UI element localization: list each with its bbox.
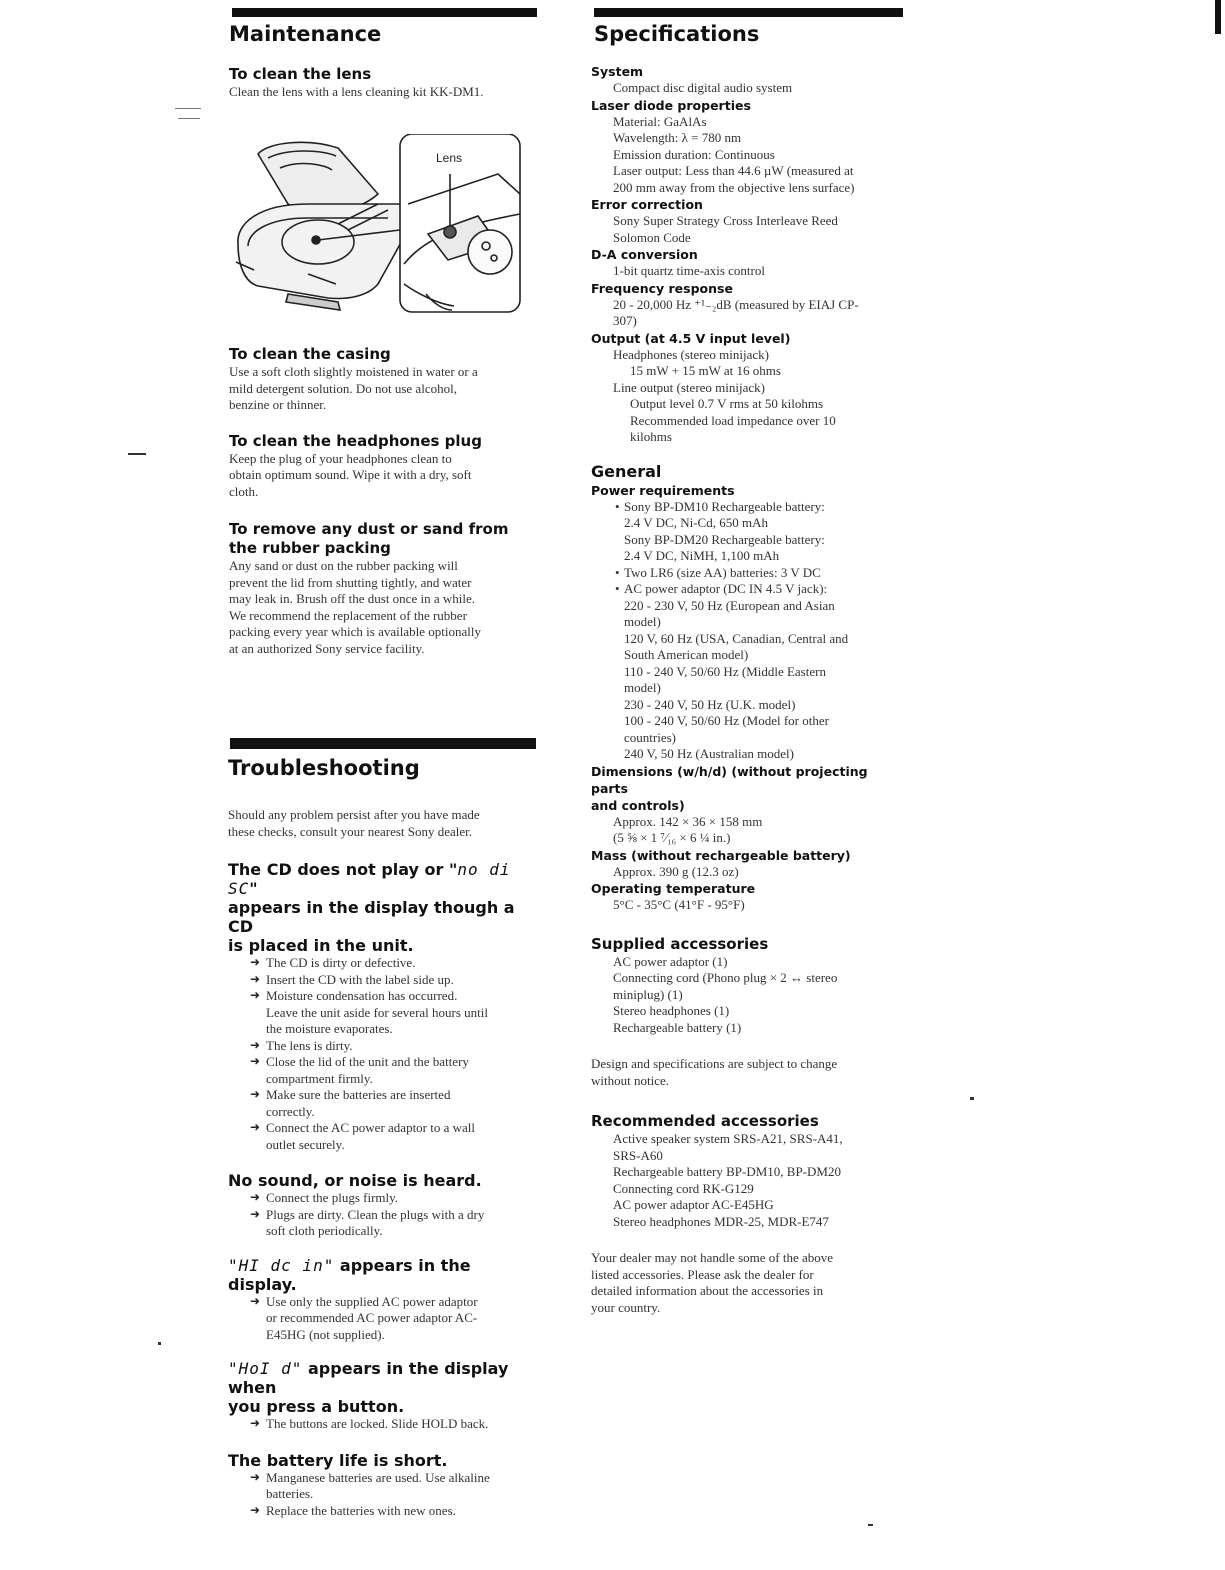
- spec-label: System: [591, 64, 644, 79]
- spec-value: 240 V, 50 Hz (Australian model): [624, 746, 794, 761]
- recommended-item: SRS-A60: [613, 1147, 663, 1163]
- casing-heading: To clean the casing: [229, 345, 391, 363]
- recommended-item: AC power adaptor AC-E45HG: [613, 1197, 774, 1212]
- q1-item: [228, 1087, 536, 1120]
- spec-label: D-A conversion: [591, 247, 698, 262]
- q1-heading-line3: is placed in the unit.: [228, 936, 414, 955]
- left-column-cont: [229, 345, 537, 657]
- left-column: [229, 8, 537, 101]
- spec-value: Wavelength: λ = 780 nm: [613, 130, 742, 145]
- q5-item: [228, 1503, 536, 1520]
- power-bullet: • Two LR6 (size AA) batteries: 3 V DC: [591, 565, 903, 582]
- casing-line: Use a soft cloth slightly moistened in water or a: [229, 364, 478, 379]
- dust-line: may leak in. Brush off the dust once in a while.: [229, 591, 475, 606]
- arrow-icon: ➜: [250, 955, 261, 969]
- margin-mark: [868, 1524, 873, 1526]
- spec-value: 1-bit quartz time-axis control: [613, 263, 765, 278]
- spec-label: Power requirements: [591, 482, 735, 498]
- supplied-item: Rechargeable battery (1): [613, 1019, 742, 1035]
- q5-heading: The battery life is short.: [228, 1450, 448, 1470]
- q4-heading-line2: you press a button.: [228, 1397, 405, 1416]
- troubleshooting-title: Troubleshooting: [228, 756, 420, 780]
- item-text: outlet securely.: [266, 1136, 345, 1152]
- notice-line: Design and specifications are subject to change: [591, 1056, 838, 1071]
- display-readout: "HI dc in": [228, 1255, 335, 1275]
- q1-heading-line2: appears in the display though a CD: [228, 898, 515, 936]
- casing-line: benzine or thinner.: [229, 397, 327, 412]
- spec-value: model): [624, 614, 661, 629]
- spec-value: South American model): [624, 647, 749, 662]
- q4-heading: [228, 1359, 536, 1397]
- spec-value: Approx. 142 × 36 × 158 mm: [613, 813, 763, 829]
- item-text: Connect the plugs firmly.: [266, 1190, 399, 1205]
- lens-heading: To clean the lens: [229, 65, 372, 83]
- plug-heading: To clean the headphones plug: [229, 431, 482, 450]
- notice-line: without notice.: [591, 1072, 669, 1088]
- item-text: compartment firmly.: [266, 1070, 373, 1086]
- q3-heading: [228, 1256, 536, 1294]
- spec-value: countries): [624, 729, 676, 745]
- q3-post: appears in the display.: [228, 1255, 471, 1294]
- item-text: soft cloth periodically.: [266, 1223, 383, 1238]
- spec-value: 2.4 V DC, NiMH, 1,100 mAh: [624, 548, 780, 563]
- item-text: Make sure the batteries are inserted: [266, 1087, 451, 1102]
- item-text: batteries.: [266, 1486, 314, 1501]
- dealer-line: detailed information about the accessories in: [591, 1283, 824, 1298]
- item-text: Moisture condensation has occurred.: [266, 988, 458, 1003]
- spec-value: Sony BP-DM20 Rechargeable battery:: [624, 531, 825, 547]
- item-text: The buttons are locked. Slide HOLD back.: [266, 1416, 489, 1431]
- arrow-icon: ➜: [250, 1416, 261, 1430]
- section-rule: [594, 8, 903, 17]
- spec-value: 5°C - 35°C (41°F - 95°F): [613, 897, 745, 912]
- q4-item: [228, 1416, 536, 1433]
- lens-text: Clean the lens with a lens cleaning kit KK-DM1.: [229, 84, 484, 99]
- item-text: Close the lid of the unit and the battery: [266, 1054, 469, 1069]
- spec-value: Sony Super Strategy Cross Interleave Reed: [613, 213, 838, 228]
- item-text: Manganese batteries are used. Use alkaline: [266, 1469, 490, 1485]
- spec-value: 110 - 240 V, 50/60 Hz (Middle Eastern: [624, 663, 826, 679]
- arrow-icon: ➜: [250, 1206, 261, 1221]
- plug-line: obtain optimum sound. Wipe it with a dry, soft: [229, 467, 472, 482]
- supplied-item: miniplug) (1): [613, 986, 683, 1002]
- supplied-item: Connecting cord (Phono plug × 2 ↔ stereo: [613, 970, 838, 985]
- recommended-item: Stereo headphones MDR-25, MDR-E747: [613, 1213, 829, 1229]
- spec-label: Operating temperature: [591, 881, 756, 896]
- arrow-icon: ➜: [250, 1293, 261, 1308]
- item-text: Plugs are dirty. Clean the plugs with a dry: [266, 1206, 485, 1222]
- q1-item: [228, 1054, 536, 1087]
- item-text: correctly.: [266, 1103, 315, 1119]
- arrow-icon: ➜: [250, 1120, 261, 1134]
- spec-value: Approx. 390 g (12.3 oz): [613, 863, 739, 879]
- spec-value: Material: GaAlAs: [613, 113, 707, 129]
- specifications-title: Specifications: [594, 22, 760, 46]
- spec-label: Frequency response: [591, 280, 733, 296]
- display-readout: "HoI d": [228, 1359, 303, 1378]
- spec-value: 120 V, 60 Hz (USA, Canadian, Central and: [624, 630, 849, 646]
- item-text: Insert the CD with the label side up.: [266, 971, 454, 987]
- dust-line: We recommend the replacement of the rubber: [229, 607, 467, 623]
- supplied-title: Supplied accessories: [591, 934, 769, 953]
- dust-line: Any sand or dust on the rubber packing will: [229, 558, 458, 573]
- q1-item: [228, 988, 536, 1038]
- spec-value: model): [624, 680, 661, 695]
- item-text: Use only the supplied AC power adaptor: [266, 1293, 478, 1309]
- intro-line: these checks, consult your nearest Sony dealer.: [228, 823, 473, 839]
- spec-label: Mass (without rechargeable battery): [591, 847, 851, 863]
- plug-line: cloth.: [229, 483, 259, 499]
- troubleshooting-section: [228, 738, 536, 1519]
- spec-label: Laser diode properties: [591, 97, 751, 113]
- spec-value: Recommended load impedance over 10: [630, 412, 836, 428]
- spec-value: 15 mW + 15 mW at 16 ohms: [630, 363, 781, 378]
- spec-value: 2.4 V DC, Ni-Cd, 650 mAh: [624, 515, 768, 530]
- spec-value: (5 ⅝ × 1 ⁷⁄₁₆ × 6 ¼ in.): [613, 830, 731, 845]
- section-rule: [230, 738, 536, 749]
- cd-player-drawing: [228, 134, 524, 316]
- spec-value: 200 mm away from the objective lens surface): [613, 179, 855, 195]
- recommended-item: Connecting cord RK-G129: [613, 1180, 754, 1196]
- margin-mark: [128, 453, 146, 455]
- spec-value: 20 - 20,000 Hz ⁺¹₋₂dB (measured by EIAJ CP-: [613, 296, 859, 312]
- dust-line: prevent the lid from shutting tightly, and water: [229, 574, 472, 590]
- maintenance-title: Maintenance: [229, 22, 382, 46]
- spec-value: Output level 0.7 V rms at 50 kilohms: [630, 396, 824, 411]
- q2-item: [228, 1207, 536, 1240]
- q5-item: [228, 1470, 536, 1503]
- item-text: the moisture evaporates.: [266, 1021, 393, 1036]
- right-column: [591, 8, 903, 1316]
- item-text: or recommended AC power adaptor AC-: [266, 1310, 478, 1325]
- q1-item: [228, 1038, 536, 1055]
- spec-label: and controls): [591, 797, 685, 813]
- item-text: Leave the unit aside for several hours until: [266, 1004, 489, 1020]
- arrow-icon: ➜: [250, 1502, 261, 1517]
- spec-value: Laser output: Less than 44.6 µW (measured at: [613, 163, 854, 178]
- spec-label: Dimensions (w/h/d) (without projecting parts: [591, 763, 868, 796]
- arrow-icon: ➜: [250, 1054, 261, 1068]
- q1-post: ": [249, 879, 258, 898]
- dealer-line: listed accessories. Please ask the dealer for: [591, 1266, 814, 1282]
- q3-item: [228, 1294, 536, 1344]
- arrow-icon: ➜: [250, 1469, 261, 1484]
- q1-item: [228, 1120, 536, 1153]
- spec-value: 220 - 230 V, 50 Hz (European and Asian: [624, 597, 835, 613]
- q2-item: [228, 1190, 536, 1207]
- recommended-title: Recommended accessories: [591, 1112, 819, 1130]
- margin-mark: [158, 1342, 161, 1345]
- margin-mark: [175, 108, 201, 109]
- dust-line: at an authorized Sony service facility.: [229, 640, 425, 656]
- spec-value: Emission duration: Continuous: [613, 146, 775, 162]
- item-text: Connect the AC power adaptor to a wall: [266, 1120, 476, 1135]
- margin-mark: [970, 1097, 974, 1100]
- spec-value: 307): [613, 313, 637, 328]
- spec-label: Output (at 4.5 V input level): [591, 330, 791, 346]
- supplied-item: Stereo headphones (1): [613, 1003, 730, 1018]
- dust-line: packing every year which is available optionally: [229, 624, 481, 639]
- supplied-item: AC power adaptor (1): [613, 953, 728, 969]
- dealer-line: your country.: [591, 1299, 661, 1315]
- spec-value: Line output (stereo minijack): [613, 379, 765, 395]
- figure-label: Lens: [436, 151, 463, 165]
- arrow-icon: ➜: [250, 971, 261, 986]
- spec-value: Compact disc digital audio system: [613, 80, 793, 95]
- q2-heading: No sound, or noise is heard.: [228, 1171, 482, 1190]
- item-text: The lens is dirty.: [266, 1037, 353, 1053]
- q1-pre: The CD does not play or ": [228, 860, 458, 879]
- general-title: General: [591, 461, 662, 481]
- section-rule: [232, 8, 537, 17]
- recommended-item: Active speaker system SRS-A21, SRS-A41,: [613, 1131, 843, 1146]
- power-bullet: • Sony BP-DM10 Rechargeable battery:: [591, 499, 903, 516]
- spec-label: Error correction: [591, 197, 703, 212]
- item-text: Replace the batteries with new ones.: [266, 1502, 456, 1518]
- casing-line: mild detergent solution. Do not use alcohol,: [229, 380, 457, 396]
- dust-heading: the rubber packing: [229, 539, 391, 557]
- spec-value: 230 - 240 V, 50 Hz (U.K. model): [624, 696, 796, 712]
- spec-value: 100 - 240 V, 50/60 Hz (Model for other: [624, 713, 829, 728]
- q4-post: appears in the display when: [228, 1359, 509, 1397]
- power-bullet: • AC power adaptor (DC IN 4.5 V jack):: [591, 581, 903, 598]
- display-readout: no di SC: [228, 860, 511, 898]
- spec-value: Headphones (stereo minijack): [613, 346, 769, 362]
- margin-mark: [178, 118, 200, 119]
- dust-heading: To remove any dust or sand from: [229, 520, 509, 538]
- dealer-line: Your dealer may not handle some of the above: [591, 1250, 834, 1265]
- arrow-icon: ➜: [250, 1037, 261, 1052]
- plug-line: Keep the plug of your headphones clean to: [229, 450, 452, 466]
- lens-cleaning-illustration: [228, 134, 524, 316]
- arrow-icon: ➜: [250, 1087, 261, 1101]
- arrow-icon: ➜: [250, 988, 261, 1002]
- q1-item: [228, 972, 536, 989]
- q1-heading: [228, 860, 536, 898]
- item-text: E45HG (not supplied).: [266, 1326, 385, 1342]
- spec-value: Solomon Code: [613, 229, 691, 245]
- arrow-icon: ➜: [250, 1190, 261, 1204]
- margin-mark: [1215, 0, 1221, 34]
- spec-value: kilohms: [630, 429, 672, 444]
- recommended-item: Rechargeable battery BP-DM10, BP-DM20: [613, 1164, 841, 1179]
- q1-item: [228, 955, 536, 972]
- intro-line: Should any problem persist after you have made: [228, 807, 480, 822]
- item-text: The CD is dirty or defective.: [266, 955, 416, 970]
